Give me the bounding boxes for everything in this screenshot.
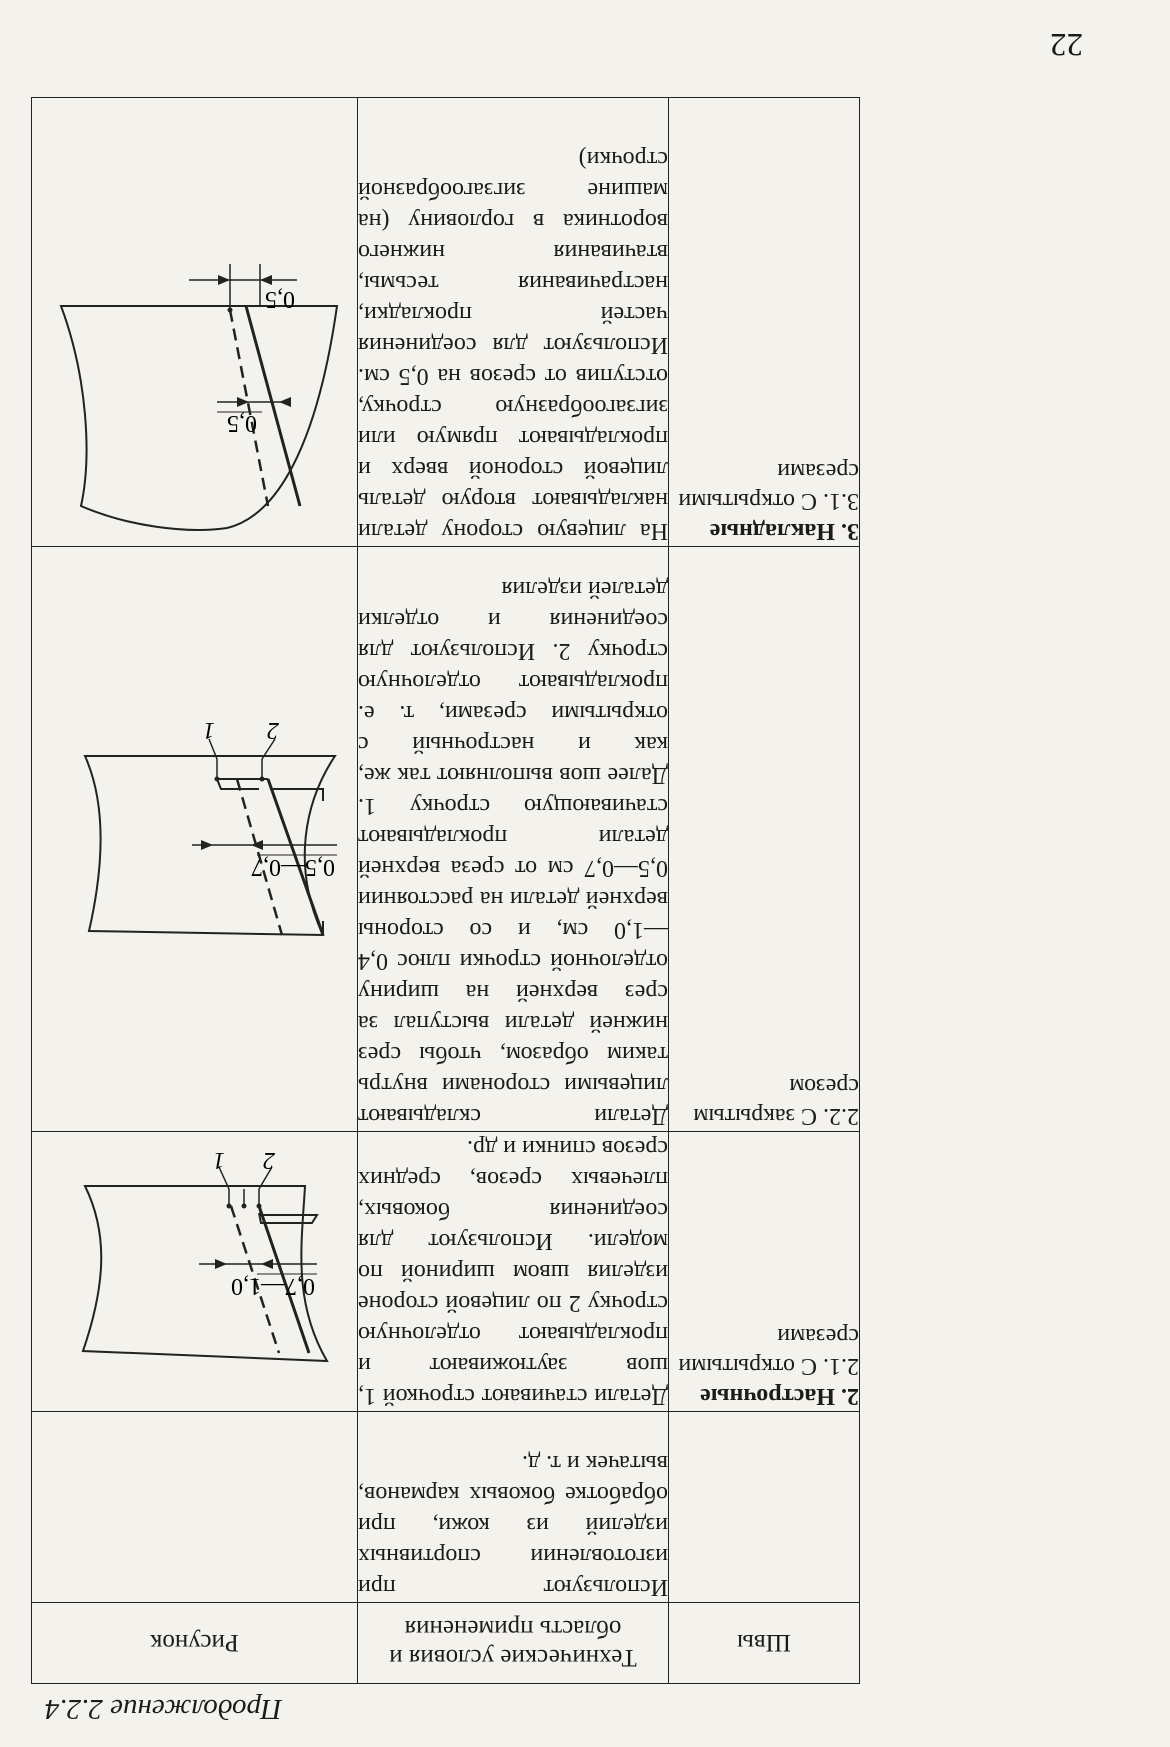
dimension-arrow [251, 840, 263, 850]
dimension-label: 0,5—0,7 [251, 854, 335, 880]
overlay-edge [246, 306, 300, 506]
seam-cell [669, 547, 860, 1132]
seam-name: 2.1. С открытыми срезами [678, 1323, 859, 1379]
figure-cell [32, 1412, 358, 1603]
seam-group-title: 2. Настрочные [700, 1383, 859, 1409]
stitch-dot [242, 1204, 247, 1209]
dimension-arrow [218, 275, 230, 285]
page-number: 22 [1050, 26, 1083, 62]
seam-allowance [259, 1206, 317, 1223]
figure-cell [32, 1132, 358, 1412]
dimension-arrow [260, 275, 272, 285]
dimension-arrow [279, 397, 291, 407]
continuation-caption: Продолжение 2.2.4 [44, 1693, 282, 1725]
stitch-dot [257, 1204, 262, 1209]
label-2: 2 [267, 717, 279, 743]
table-row [32, 1132, 860, 1412]
table-row [32, 98, 860, 547]
table-row [32, 1412, 860, 1603]
fabric-outline [61, 306, 337, 530]
label-1: 1 [203, 717, 215, 743]
dimension-arrow [237, 397, 249, 407]
table-row [32, 547, 860, 1132]
seam-name: 3.1. С открытыми срезами [678, 458, 859, 514]
seam-cell [669, 1412, 860, 1603]
stitch-dot [215, 777, 220, 782]
seams-table [31, 97, 860, 1684]
figure-cell [32, 98, 358, 547]
dimension-label-top: 0,5 [265, 286, 295, 312]
dimension-label: 0,7—1,0 [231, 1273, 315, 1299]
table-header-row [32, 1603, 860, 1684]
seam-name: 2.2. С закрытым срезом [693, 1073, 859, 1129]
seam-cell [669, 1132, 860, 1412]
label-1: 1 [213, 1147, 225, 1173]
conditions-cell: Используют при изготовлении спортивных изделий из кожи, при обработке боковых карманов, вытачек и т. д. [358, 1412, 669, 1603]
stitch-dot [260, 777, 265, 782]
stitch-dot [228, 308, 233, 313]
dimension-arrow [201, 840, 213, 850]
seam-cell [669, 98, 860, 547]
seam-diagram-3-1 [31, 98, 357, 546]
header-conditions: Технические условия и область применения [358, 1603, 669, 1684]
conditions-cell: На лицевую сторону детали накладывают вторую деталь лицевой стороной вверх и прокладывают прямую или зигзагообразную строчку, отступив от срезов на 0,5 см. Используют для соединения частей прокладки, настрачивания тесьмы, втачивания нижнего воротника в горловину (на машине зигзагообразной строчки) [358, 98, 669, 547]
stitch-line [230, 310, 268, 506]
dimension-label-middle: 0,5 [227, 410, 257, 436]
dimension-arrow [215, 1259, 227, 1269]
seam-diagram-2-1 [31, 1140, 357, 1411]
seam-group-title: 3. Накладные [709, 518, 859, 544]
stitch-dot [227, 1204, 232, 1209]
conditions-cell: Детали стачивают строчкой 1, шов заутюживают и прокладывают отделочную строчку 2 по лицевой стороне изделия швом шириной по модели. Используют для соединения боковых, плечевых срезов, средних срезов спинки и др. [358, 1132, 669, 1412]
label-2: 2 [263, 1147, 275, 1173]
conditions-cell: Детали складывают лицевыми сторонами внутрь таким образом, чтобы срез нижней детали выступал за срез верхней на ширину отделочной строчки плюс 0,4—1,0 см, и со стороны верхней детали на расстоянии 0,5—0,7 см от среза верхней детали прокладывают стачивающую строчку 1. Далее шов выполняют так же, как и настрочный с открытыми срезами, т. е. прокладывают отделочную строчку 2. Используют для соединения и отделки деталей изделия [358, 547, 669, 1132]
header-seams: Швы [669, 1603, 860, 1684]
figure-cell [32, 547, 358, 1132]
dimension-arrow [261, 1259, 273, 1269]
header-figure: Рисунок [32, 1603, 358, 1684]
seam-diagram-2-2 [31, 547, 357, 1131]
